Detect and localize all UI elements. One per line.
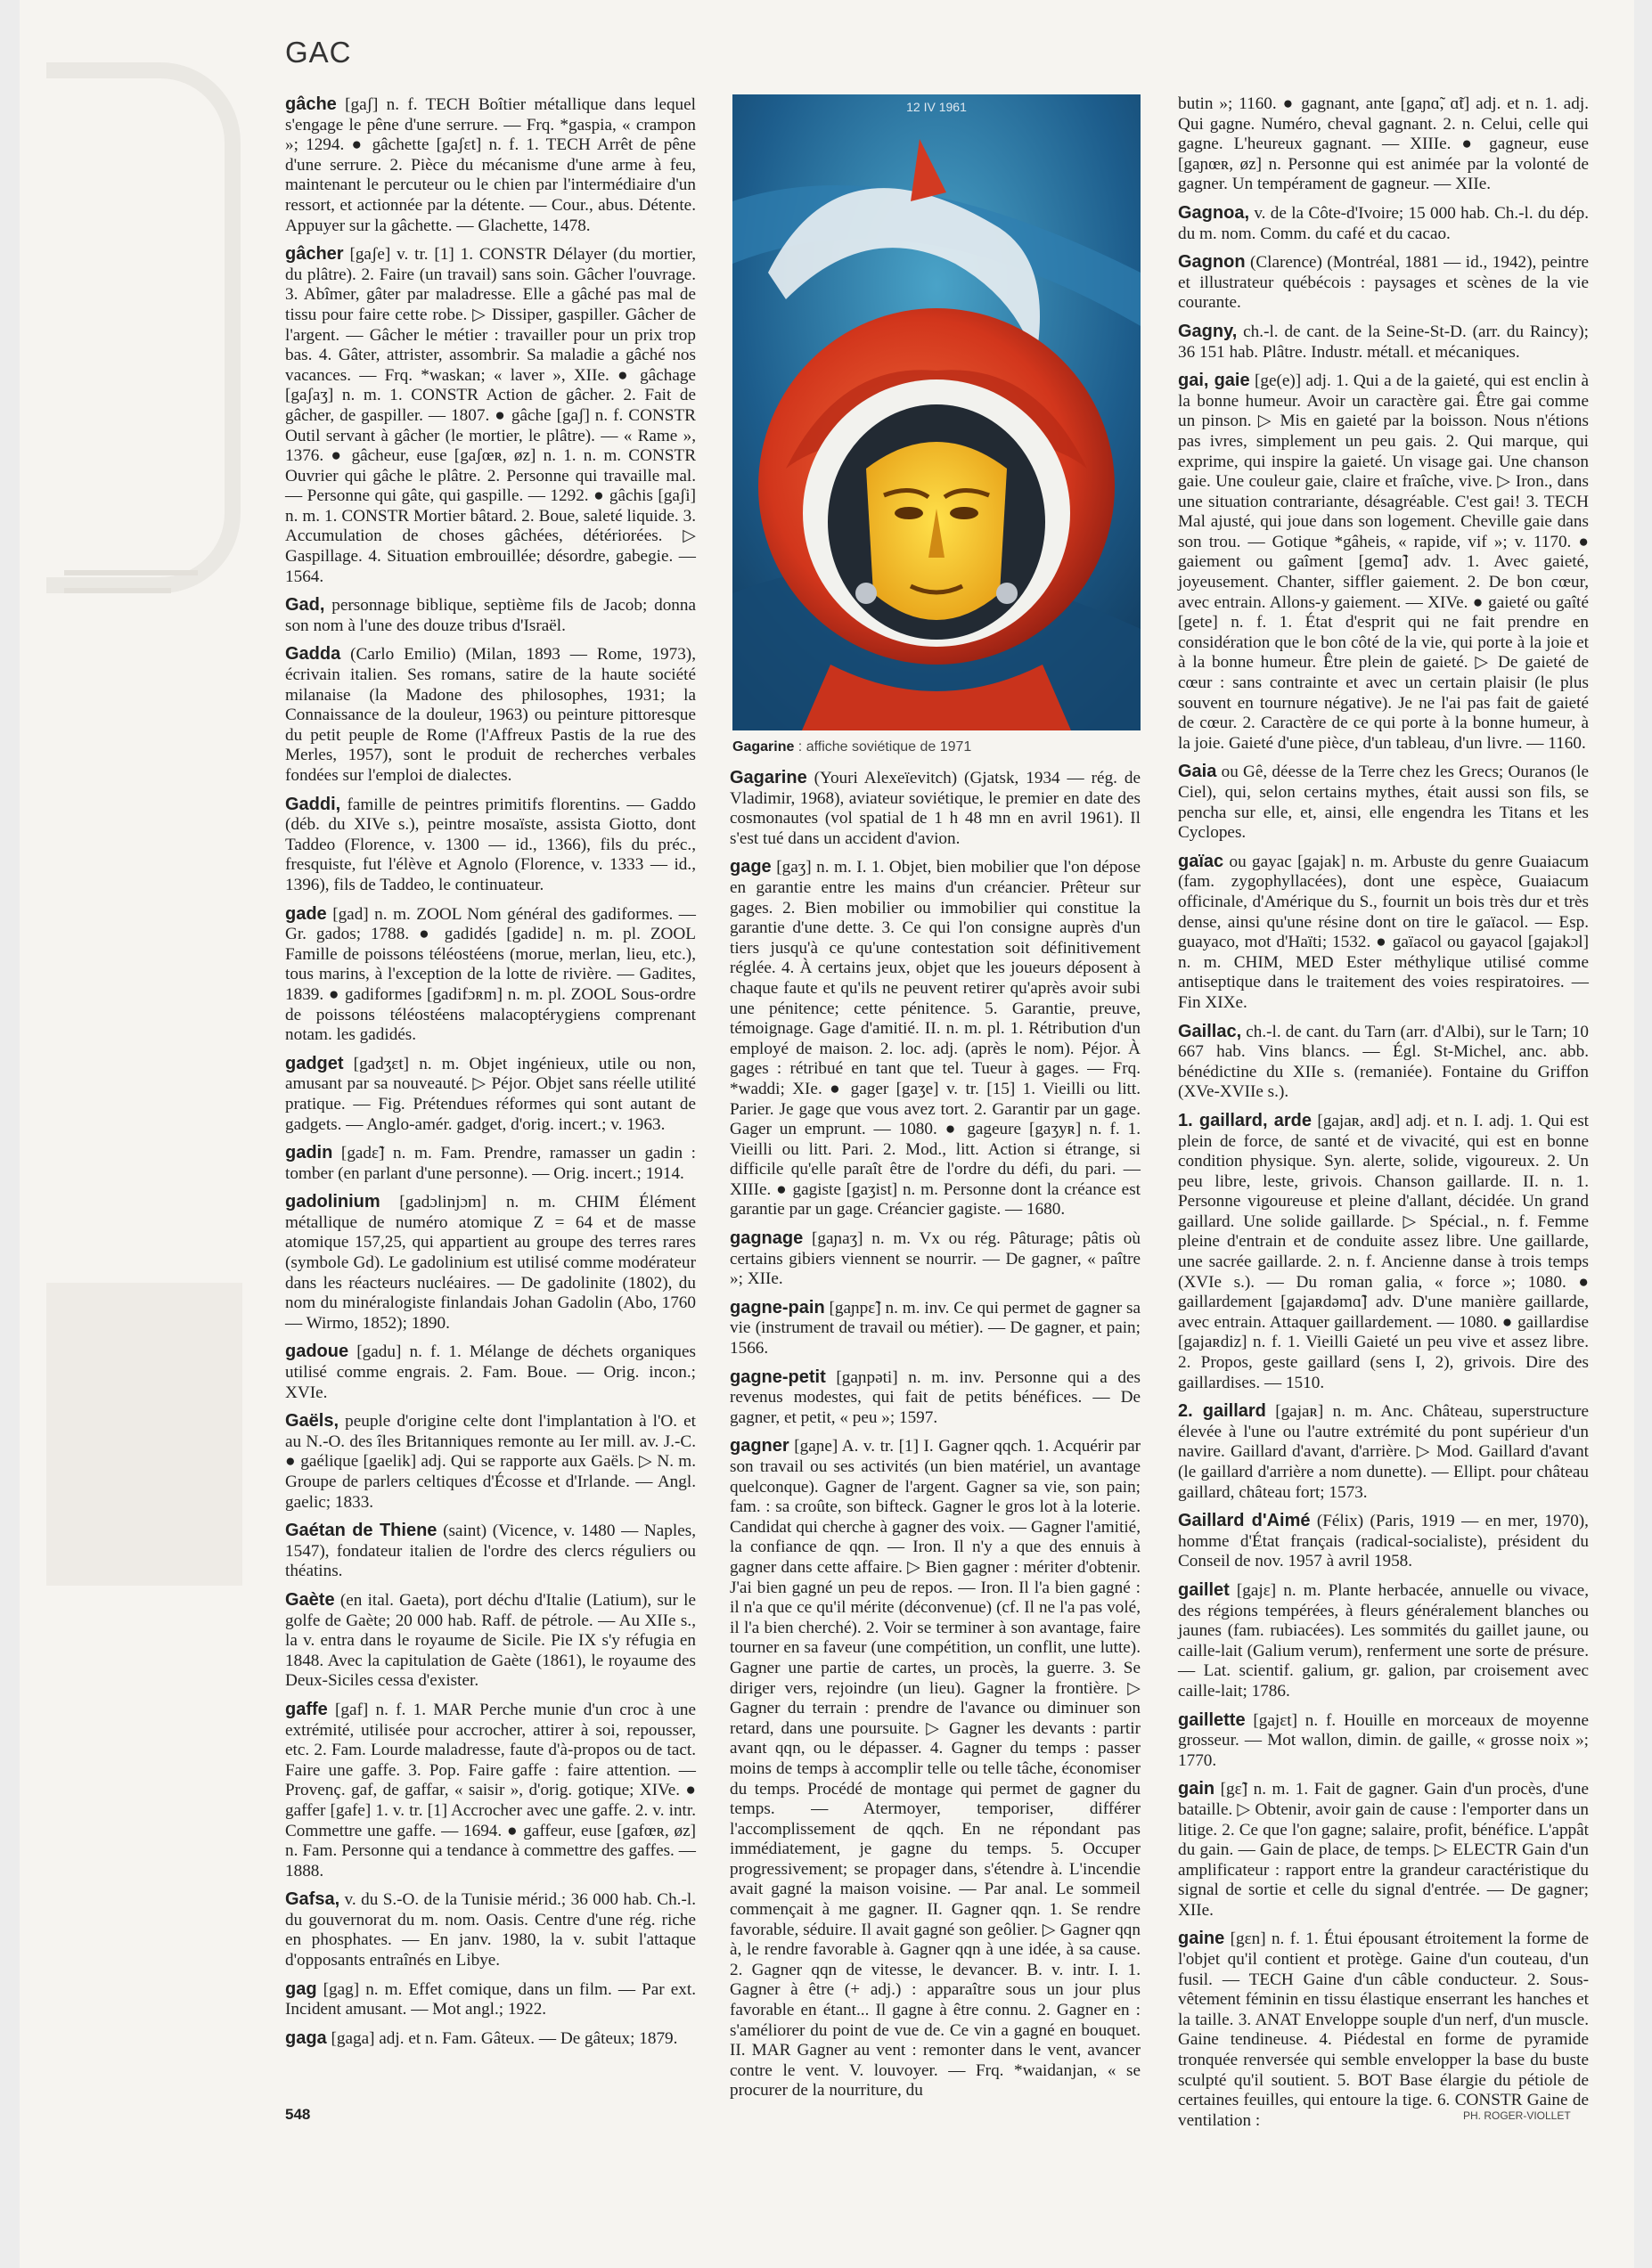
entry-headword: Gaddi,: [285, 794, 341, 814]
entry-headword: 1. gaillard, arde: [1178, 1110, 1312, 1130]
entry-definition: [gad] n. m. ZOOL Nom général des gadiformes. — Gr. gados; 1788. ● gadidés [gadide] n. m. pl. ZOOL Famille de poissons téléostéens (morue, merlan, lieu, etc.), tous marins, à l'exception de la lotte de rivière. — Gadites, 1839. ● gadiformes [gadifɔʀm] n. m. pl. ZOOL Sous-ordre de poissons téléostéens malacoptérygiens comprenant notam. les gadidés.: [285, 904, 696, 1045]
entry-definition: [gaɲe] A. v. tr. [1] I. Gagner qqch. 1. Acquérir par son travail ou ses activités (un bien matériel, un avantage quelconque). Gagner de l'argent. Gagner sa vie, son pain; fam. : sa croûte, son bifteck. Gagner le gros lot à la loterie. Candidat qui cherche à gagner des voix. — Gagner l'amitié, la confiance de qqn. — Iron. Il n'y a que des ennuis à gagner dans cette affaire. ▷ Bien gagner : mériter d'obtenir. J'ai bien gagné un peu de repos. — Iron. Il l'a bien gagné : il n'a que ce qu'il mérite (déconvenue) (cf. Il ne l'a pas volé, il l'a bien cherché). 2. Voir se terminer à son avantage, faire tourner en sa faveur (une compétition, un conflit, une lutte). Gagner une partie de cartes, un procès, la guerre. 3. Se diriger vers, rejoindre (un lieu). Gagner la frontière. ▷ Gagner du terrain : prendre de l'avance ou diminuer son retard, dans une poursuite. ▷ Gagner les devants : partir avant qqn, ou le dépasser. 4. Gagner du temps : passer moins de temps à accomplir telle ou telle tâche, économiser du temps. Procédé de montage qui permet de gagner du temps. — Atermoyer, temporiser, différer l'accomplissement de qqch. En ne répondant pas immédiatement, je gagne du temps. 5. Occuper progressivement; se propager dans, s'étendre à. L'incendie avait gagné la maison voisine. — Par anal. Le sommeil commençait à me gagner. II. Gagner qqn. 1. Se rendre favorable, séduire. Il avait gagné son geôlier. ▷ Gagner qqn à, le rendre favorable à. Gagner qqn à une idée, à sa cause. 2. Gagner qqn de vitesse, le devancer. B. v. intr. I. 1. Gagner à être (+ adj.) : apparaître sous un jour plus favorable en étant... Il gagne à être connu. 2. Gagner en : s'améliorer du point de vue de. Ce vin a gagné en bouquet. II. MAR Gagner au vent : remonter dans le vent, avancer contre le vent. V. louvoyer. — Frq. *waidanjan, « se procurer de la nourriture, du: [730, 1437, 1141, 2101]
poster-date: 12 IV 1961: [906, 100, 967, 114]
column-3: [1178, 94, 1589, 2139]
entry-definition: famille de peintres primitifs florentins. — Gaddo (déb. du XIVe s.), peintre mosaïste, assista Giotto, dont Taddeo (Florence, v. 1300 — id., 1366), fils du préc., fresquiste, fut l'élève et Agnolo (Florence, v. 1333 — id., 1396), fils de Taddeo, le continuateur.: [285, 795, 696, 894]
entry-definition: (en ital. Gaeta), port déchu d'Italie (Latium), sur le golfe de Gaète; 20 000 hab. Raff. de pétrole. — Au XIIe s., la v. entra dans le royaume de Sicile. Pie IX s'y réfugia en 1848. Avec la capitulation de Gaète (1861), le royaume des Deux-Siciles cessa d'exister.: [285, 1590, 696, 1691]
dictionary-entry: [285, 1143, 696, 1184]
entry-headword: Gad,: [285, 595, 325, 616]
entry-headword: gâche: [285, 94, 337, 114]
entry-definition: ou gayac [gajak] n. m. Arbuste du genre Guaiacum (fam. zygophyllacées), dont une espèce, Guaiacum officinale, d'Amérique du S., fournit un bois très dur et très dense, ainsi qu'une résine dont on tire le gaïacol. — Esp. guayaco, mot d'Haïti; 1532. ● gaïacol ou gayacol [gajakɔl] n. m. CHIM, MED Ester méthylique utilisé comme antiseptique dans le traitement des voies respiratoires. — Fin XIXe.: [1178, 852, 1589, 1012]
caption-name: Gagarine: [732, 739, 795, 755]
entry-headword: Gaia: [1178, 762, 1217, 782]
entry-definition: [gadu] n. f. 1. Mélange de déchets organiques utilisé comme engrais. 2. Fam. Boue. — Orig. incon.; XVIe.: [285, 1342, 696, 1402]
entry-definition: ch.-l. de cant. du Tarn (arr. d'Albi), sur le Tarn; 10 667 hab. Vins blancs. — Égl. St-Michel, anc. abb. bénédictine du XIIe s. (remaniée). Fontaine du Griffon (XVe-XVIIe s.).: [1178, 1022, 1589, 1102]
entry-definition: [gɛ̃] n. m. 1. Fait de gagner. Gain d'un procès, d'une bataille. ▷ Obtenir, avoir gain de cause : l'emporter dans un litige. 2. Ce que l'on gagne; salaire, profit, bénéfice. L'appât du gain. — Gain de place, de temps. ▷ ELECTR Gain d'un amplificateur : rapport entre la grandeur caractéristique du signal de sortie et celle du signal d'entrée. — De gagner; XIIe.: [1178, 1780, 1589, 1920]
dictionary-entry: [285, 1700, 696, 1881]
entry-headword: Gadda: [285, 644, 341, 665]
dictionary-entry: [1178, 762, 1589, 843]
dictionary-entry: [285, 1889, 696, 1970]
dictionary-entry: [1178, 1022, 1589, 1103]
entry-headword: gaffe: [285, 1699, 328, 1719]
entry-definition: [gaga] adj. et n. Fam. Gâteux. — De gâteux; 1879.: [326, 2028, 678, 2048]
dictionary-entry: [285, 904, 696, 1046]
entry-definition: [gaʃe] v. tr. [1] 1. CONSTR Délayer (du mortier, du plâtre). 2. Faire (un travail) sans soin. Gâcher l'ouvrage. 3. Abîmer, gâter par maladresse. Elle a gâché pas mal de tissu pour faire cette robe. ▷ Dissiper, gaspiller. Gâcher de l'argent. — Gâcher le métier : travailler pour un prix trop bas. 4. Gâter, attrister, assombrir. Sa maladie a gâché nos vacances. — Frq. *waskan; « laver », XIIe. ● gâchage [gaʃaʒ] n. m. 1. CONSTR Action de gâcher. 2. Fait de gâcher, de gaspiller. — 1807. ● gâche [gaʃ] n. f. CONSTR Outil servant à gâcher (le mortier, le plâtre). — « Rame », 1376. ● gâcheur, euse [gaʃœʀ, øz] n. 1. n. m. CONSTR Ouvrier qui gâche le plâtre. 2. Personne qui travaille mal. — Personne qui gâte, qui gaspille. — 1292. ● gâchis [gaʃi] n. m. 1. CONSTR Mortier bâtard. 2. Boue, saleté liquide. 3. Accumulation de choses gâchées, détériorées. ▷ Gaspillage. 4. Situation embrouillée; désordre, gabegie. — 1564.: [285, 245, 696, 586]
entry-definition: peuple d'origine celte dont l'implantation à l'O. et au N.-O. des îles Britanniques remonte au Ier mill. av. J.-C. ● gaélique [gaelik] adj. Qui se rapporte aux Gaëls. ▷ N. m. Groupe de parlers celtiques d'Écosse et d'Irlande. — Angl. gaelic; 1833.: [285, 1412, 696, 1512]
entry-definition: [gaɲpəti] n. m. inv. Personne qui a des revenus modestes, qui fait de petits bénéfices. — De gagner, et petit, « peu »; 1597.: [730, 1367, 1141, 1427]
dictionary-entry: [730, 857, 1141, 1220]
running-head: GAC: [285, 36, 352, 69]
dictionary-entry: [285, 2028, 696, 2050]
dictionary-entry: [1178, 252, 1589, 314]
column-1: [285, 94, 696, 2057]
figure-caption: [732, 739, 971, 755]
entry-definition: [gajaʀ, aʀd] adj. et n. I. adj. 1. Qui est plein de force, de santé et de vivacité, qui est en bonne condition physique. Syn. alerte, solide, vigoureux. 2. Un peu libre, leste, grivois. Chanson gaillarde. II. n. 1. Personne vigoureuse et pleine d'allant, décidée. Un grand gaillard. Une solide gaillarde. ▷ Spécial., n. f. Femme pleine d'entrain et de conduite assez libre. Une gaillarde, une sacrée gaillarde. 2. n. f. Ancienne danse à trois temps (XVIe s.). — Du roman galia, « force »; 1080. ● gaillardement [gajaʀdəmɑ̃] adv. D'une manière gaillarde, avec entrain. Attaquer gaillardement. — 1080. ● gaillardise [gajaʀdiz] n. f. 1. Vieilli Gaieté un peu vive et assez libre. 2. Propos, geste gaillard (sens I, 2), grivois. Dire des gaillardises. — 1510.: [1178, 1111, 1590, 1392]
dictionary-entry: [1178, 1511, 1589, 1572]
entry-headword: Gagnoa,: [1178, 202, 1250, 223]
dictionary-page: [20, 0, 1634, 2268]
entry-headword: gai, gaie: [1178, 371, 1250, 391]
dictionary-entry: [1178, 371, 1589, 754]
entry-definition: v. du S.-O. de la Tunisie mérid.; 36 000 hab. Ch.-l. du gouvernorat du m. nom. Oasis. Centre d'une rég. riche en phosphates. — En janv. 1980, la v. subit l'attaque d'opposants entraînés en Libye.: [285, 1890, 696, 1970]
entry-definition: [gaɲaʒ] n. m. Vx ou rég. Pâturage; pâtis où certains gibiers viennent se nourrir. — De gagner, « paître »; XIIe.: [730, 1229, 1141, 1289]
entry-headword: Gaète: [285, 1589, 335, 1610]
entry-definition: [gag] n. m. Effet comique, dans un film. — Par ext. Incident amusant. — Mot angl.; 1922.: [285, 1979, 696, 2019]
entry-headword: Gaillard d'Aimé: [1178, 1511, 1311, 1531]
dictionary-entry: [285, 244, 696, 587]
entry-headword: 2. gaillard: [1178, 1401, 1266, 1422]
dictionary-entry: [285, 1192, 696, 1334]
entry-definition: (saint) (Vicence, v. 1480 — Naples, 1547), fondateur italien de l'ordre des clercs réguliers ou théatins.: [285, 1522, 696, 1581]
dictionary-entry: [730, 1298, 1141, 1359]
cosmonaut-poster-illustration: [732, 94, 1141, 730]
entry-headword: gaine: [1178, 1929, 1225, 1949]
entry-headword: Gafsa,: [285, 1889, 340, 1910]
entry-definition: [gɛn] n. f. 1. Étui épousant étroitement la forme de l'objet qu'il contient et protège. Gaine d'un couteau, d'un fusil. — TECH Gaine d'un câble conducteur. 2. Sous-vêtement féminin en tissu élastique enserrant les hanches et la taille. 3. ANAT Enveloppe souple d'un nerf, d'un muscle. Gaine tendineuse. 4. Piédestal en forme de pyramide tronquée renversée qui semble envelopper la base du buste sculpté qu'il soutient. 5. BOT Base élargie du pétiole de certaines feuilles, qui entoure la tige. 6. CONSTR Gaine de ventilation :: [1178, 1929, 1589, 2130]
entry-definition: [gajaʀ] n. m. Anc. Château, superstructure élevée à l'une ou l'autre extrémité du pont supérieur d'un navire. Gaillard d'avant, d'arrière. ▷ Mod. Gaillard d'avant (le gaillard d'arrière a nom dunette). — Ellipt. pour château gaillard, château fort; 1573.: [1178, 1402, 1590, 1502]
dictionary-entry: [1178, 1111, 1589, 1393]
entry-headword: Gaëls,: [285, 1411, 339, 1432]
entry-definition: personnage biblique, septième fils de Jacob; donna son nom à l'une des douze tribus d'Israël.: [285, 596, 696, 635]
dictionary-entry: [1178, 322, 1589, 363]
entry-definition: (Clarence) (Montréal, 1881 — id., 1942), peintre et illustrateur québécois : paysages et scènes de la vie courante.: [1178, 253, 1589, 313]
dictionary-entry: [285, 1521, 696, 1582]
entry-definition: [gadɔlinjɔm] n. m. CHIM Élément métallique de numéro atomique Z = 64 et de masse atomique 157,25, qui appartient au groupe des terres rares (symbole Gd). Le gadolinium est utilisé comme modérateur dans les réacteurs nucléaires. — De gadolinite (1802), du nom du minéralogiste finlandais Johan Gadolin (Abo, 1760 — Wirmo, 1852); 1890.: [285, 1193, 696, 1333]
entry-definition: [gaʒ] n. m. I. 1. Objet, bien mobilier que l'on dépose en garantie entre les mains d'un créancier. Prêteur sur gages. 2. Bien mobilier ou immobilier qui constitue la garantie d'une dette. 3. Ce qui l'on consigne auprès d'un tiers jusqu'à ce qu'une contestation soit définitivement réglée. 4. À certains jeux, objet que les joueurs déposent à chaque faute et qu'ils ne peuvent retirer qu'après avoir subi une pénitence; cette pénitence. 5. Garantie, preuve, témoignage. Gage d'amitié. II. n. m. pl. 1. Rétribution d'un employé de maison. 2. loc. adj. (après le nom). Péjor. À gages : rétribué en tant que tel. Tueur à gages. — Frq. *waddi; XIe. ● gager [gaʒe] v. tr. [15] 1. Vieilli ou litt. Parier. Je gage que vous avez tort. 2. Garantir par un gage. Gager un emprunt. — 1080. ● gageure [gaʒyʀ] n. f. 1. Vieilli ou litt. Pari. 2. Mod., litt. Action si étrange, si difficile qu'elle paraît être de l'ordre du défi, du pari. — XIIIe. ● gagiste [gaʒist] n. m. Personne dont la créance est garantie par un gage. Créancier gagiste. — 1680.: [730, 858, 1141, 1220]
entry-definition: [gajɛt] n. f. Houille en morceaux de moyenne grosseur. — Mot wallon, dimin. de gaille, « grosse noix »; 1770.: [1178, 1710, 1589, 1770]
dictionary-entry: [285, 1590, 696, 1692]
dictionary-entry: [285, 1342, 696, 1403]
entry-headword: Gaétan de Thiene: [285, 1521, 438, 1541]
entry-definition: [gaɲpɛ̃] n. m. inv. Ce qui permet de gagner sa vie (instrument de travail ou métier). — De gagner, et pain; 1566.: [730, 1298, 1141, 1358]
entry-headword: gag: [285, 1978, 317, 1999]
entry-headword: gagne-petit: [730, 1367, 826, 1387]
page-number: 548: [285, 2106, 311, 2123]
entry-definition: [gaʃ] n. f. TECH Boîtier métallique dans lequel s'engage le pêne d'une serrure. — Frq. *gaspia, « crampon »; 1294. ● gâchette [gaʃɛt] n. f. 1. TECH Arrêt de pêne d'une serrure. 2. Pièce du mécanisme d'une arme à feu, maintenant le percuteur ou le chien par l'intermédiaire d'un ressort, et actionnée par la détente. — Cour., abus. Détente. Appuyer sur la gâchette. — Glachette, 1478.: [285, 95, 696, 235]
dictionary-entry: [285, 94, 696, 236]
entry-headword: Gagarine: [730, 768, 807, 787]
photo-credit: PH. ROGER-VIOLLET: [1463, 2109, 1571, 2122]
entry-headword: gaga: [285, 2027, 327, 2048]
bleed-through-block: [46, 1283, 242, 1586]
dictionary-entry: [730, 1436, 1141, 2101]
entry-headword: Gagny,: [1178, 321, 1238, 341]
dictionary-entry: [730, 768, 1141, 849]
entry-headword: Gaillac,: [1178, 1021, 1242, 1041]
entry-definition: [gadʒɛt] n. m. Objet ingénieux, utile ou non, amusant par sa nouveauté. ▷ Péjor. Objet sans réelle utilité pratique. — Fig. Prétendues réformes qui sont autant de gadgets. — Anglo-amér. gadget, d'orig. incert.; v. 1963.: [285, 1054, 696, 1134]
entry-headword: gain: [1178, 1779, 1215, 1799]
entry-headword: gagnage: [730, 1228, 804, 1249]
dictionary-entry: [1178, 94, 1589, 195]
dictionary-entry: [730, 1228, 1141, 1290]
entry-headword: gâcher: [285, 244, 344, 265]
dictionary-entry: [1178, 852, 1589, 1014]
entry-headword: gagner: [730, 1436, 789, 1456]
bleed-through-letter: [46, 62, 241, 593]
dictionary-entry: [285, 1054, 696, 1135]
dictionary-entry: [285, 595, 696, 636]
entry-headword: Gagnon: [1178, 252, 1246, 273]
dictionary-entry: [1178, 1710, 1589, 1772]
dictionary-entry: [285, 1979, 696, 2020]
dictionary-entry: [730, 1367, 1141, 1429]
entry-definition: v. de la Côte-d'Ivoire; 15 000 hab. Ch.-l. du dép. du m. nom. Comm. du café et du cacao.: [1178, 203, 1589, 243]
entry-headword: gaïac: [1178, 851, 1224, 871]
entry-definition: [gadɛ̃] n. m. Fam. Prendre, ramasser un gadin : tomber (en parlant d'une personne). — Orig. incert.; 1914.: [285, 1144, 696, 1183]
entry-definition: [gaf] n. f. 1. MAR Perche munie d'un croc à une extrémité, utilisée pour accrocher, attirer à soi, repousser, etc. 2. Fam. Lourde maladresse, faute d'à-propos ou de tact. Faire une gaffe. 3. Pop. Faire gaffe : faire attention. — Provenç. gaf, de gaffar, « saisir », d'orig. gotique; XIVe. ● gaffer [gafe] 1. v. tr. [1] Accrocher avec une gaffe. 2. v. intr. Commettre une gaffe. — 1694. ● gaffeur, euse [gafœʀ, øz] n. Fam. Personne qui a tendance à commettre des gaffes. — 1888.: [285, 1700, 696, 1880]
entry-definition: (Carlo Emilio) (Milan, 1893 — Rome, 1973), écrivain italien. Ses romans, satire de la haute société milanaise (la Madone des philosophes, 1931; la Connaissance de la douleur, 1963) ou peinture pittoresque du petit peuple de Rome (l'Affreux Pastis de la rue des Merles, 1957), sont le produit de recherches verbales fondées sur l'emploi de dialectes.: [285, 645, 696, 785]
dictionary-entry: [1178, 203, 1589, 244]
entry-headword: gagne-pain: [730, 1297, 825, 1318]
entry-definition: (Félix) (Paris, 1919 — en mer, 1970), homme d'État français (radical-socialiste), président du Conseil de nov. 1957 à avril 1958.: [1178, 1512, 1589, 1571]
column-2: [730, 768, 1141, 2109]
dictionary-entry: [285, 795, 696, 896]
entry-definition: ou Gê, déesse de la Terre chez les Grecs; Ouranos (le Ciel), qui, selon certains mythes, était aussi son fils, se pencha sur elle, et, ainsi, elle engendra les Titans et les Cyclopes.: [1178, 763, 1589, 843]
entry-headword: gage: [730, 857, 772, 877]
entry-definition: (Youri Alexeïevitch) (Gjatsk, 1934 — rég. de Vladimir, 1968), aviateur soviétique, le premier en date des cosmonautes (vol spatial de 1 h 48 mn en avril 1961). Il s'est tué dans un accident d'avion.: [730, 769, 1141, 848]
entry-headword: gadin: [285, 1143, 333, 1163]
entry-definition: ch.-l. de cant. de la Seine-St-D. (arr. du Raincy); 36 151 hab. Plâtre. Industr. métall. et mécaniques.: [1178, 322, 1589, 362]
entry-headword: gade: [285, 903, 327, 924]
entry-headword: gaillet: [1178, 1579, 1230, 1600]
dictionary-entry: [1178, 1580, 1589, 1702]
bleed-through-line: [64, 588, 171, 593]
entry-headword: gadoue: [285, 1342, 349, 1362]
entry-headword: gadolinium: [285, 1192, 380, 1212]
entry-headword: gadget: [285, 1053, 344, 1073]
dictionary-entry: [1178, 1779, 1589, 1921]
entry-definition: [gajɛ] n. m. Plante herbacée, annuelle ou vivace, des régions tempérées, à fleurs généralement blanches ou jaunes (fam. rubiacées). Les sommités du gaillet jaune, ou caille-lait (Galium verum), renferment une sorte de présure. — Lat. scientif. galium, gr. galion, par croisement avec caille-lait; 1786.: [1178, 1580, 1589, 1701]
poster-figure: [732, 94, 1141, 730]
entry-definition: [ge(e)] adj. 1. Qui a de la gaieté, qui est enclin à la bonne humeur. Avoir un caractère gai. Être gai comme un pinson. ▷ Mis en gaieté par la boisson. Nous n'étions pas ivres, simplement un peu gais. 2. Qui marque, qui exprime, qui inspire la gaieté. Un visage gai. Une chanson gaie. Une couleur gaie, claire et fraîche, vive. ▷ Iron., dans une situation contrariante, désagréable. C'est gai! 3. TECH Mal ajusté, qui joue dans son logement. Cheville gaie dans son trou. — Gotique *gâheis, « rapide, vif »; v. 1170. ● gaiement ou gaîment [gemɑ̃] adv. 1. Avec gaieté, joyeusement. Chanter, siffler gaiement. 2. De bon cœur, avec entrain. Allons-y gaiement. — XIVe. ● gaieté ou gaîté [gete] n. f. 1. État d'esprit qui ne fait prendre en considération que le bon côté de la vie, qui porte à la joie et à la bonne humeur. Être plein de gaieté. ▷ De gaieté de cœur : sans contrainte et avec un certain plaisir (le plus souvent en tournure négative). Je ne l'ai pas fait de gaieté de cœur. 2. Caractère de ce qui porte à la bonne humeur, à la joie. Gaieté d'une pièce, d'un tableau, d'un livre. — 1160.: [1178, 371, 1589, 753]
bleed-through-line: [64, 570, 198, 575]
caption-text: : affiche soviétique de 1971: [794, 739, 972, 755]
dictionary-entry: [285, 1411, 696, 1513]
dictionary-entry: [1178, 1401, 1589, 1503]
entry-definition: butin »; 1160. ● gagnant, ante [gaɲɑ̃, ɑ̃t] adj. et n. 1. adj. Qui gagne. Numéro, cheval gagnant. 2. n. Celui, celle qui gagne. L'heureux gagnant. — XIIIe. ● gagneur, euse [gaɲœʀ, øz] n. Personne qui est animée par la volonté de gagner. Un tempérament de gagneur. — XIIe.: [1178, 94, 1589, 194]
dictionary-entry: [1178, 1929, 1589, 2131]
entry-headword: gaillette: [1178, 1709, 1246, 1730]
dictionary-entry: [285, 644, 696, 786]
